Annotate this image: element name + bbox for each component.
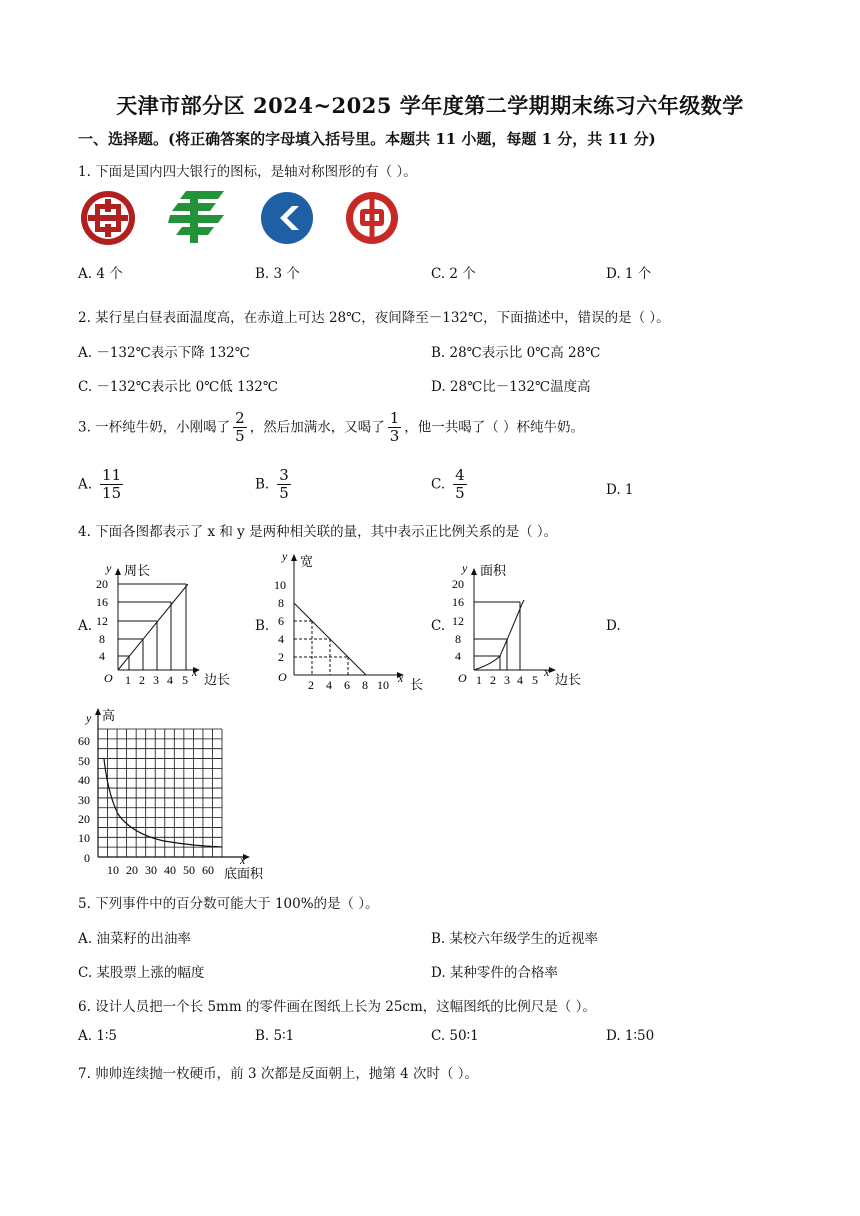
q1-option-a: A. 4 个: [78, 266, 123, 282]
graph-b-ytick: 8: [278, 596, 284, 610]
graph-d-ytick: 50: [78, 754, 90, 768]
graph-c-ytick: 20: [452, 577, 464, 591]
graph-a-xtick: 1: [125, 673, 131, 687]
graph-b-y-var: y: [282, 549, 288, 563]
graph-a-xtick: 3: [153, 673, 159, 687]
q1-option-c: C. 2 个: [431, 266, 476, 282]
graph-d-y-var: y: [86, 711, 92, 725]
graph-b-xtick: 6: [344, 678, 350, 690]
q5-option-d: D. 某种零件的合格率: [431, 965, 558, 981]
bank-of-china-logo: [344, 190, 400, 246]
postal-bank-logo: [168, 189, 226, 245]
graph-b-xtick: 4: [326, 678, 332, 690]
graph-c-y-var: y: [462, 561, 468, 575]
question-1-stem: 1. 下面是国内四大银行的图标，是轴对称图形的有（ ）。: [78, 164, 417, 180]
graph-a-xlabel: 边长: [204, 672, 231, 687]
graph-d-xtick: 20: [126, 863, 138, 877]
graph-b-xtick: 10: [377, 678, 389, 690]
graph-a-xtick: 2: [139, 673, 145, 687]
q5-option-c: C. 某股票上涨的幅度: [78, 965, 205, 981]
graph-c-ytick: 8: [455, 632, 461, 646]
option-label: C.: [431, 476, 446, 493]
graph-a-ylabel: 周长: [124, 563, 151, 578]
graph-d-height: [74, 704, 280, 882]
graph-a-ytick: 16: [96, 595, 108, 609]
graph-a-ytick: 8: [99, 632, 105, 646]
graph-b-ytick: 10: [274, 578, 286, 592]
q6-option-c: C. 50∶1: [431, 1028, 479, 1044]
graph-b-ylabel: 宽: [300, 554, 314, 569]
q2-option-c: C. －132℃表示比 0℃低 132℃: [78, 379, 278, 395]
graph-d-xtick: 50: [183, 863, 195, 877]
option-label: A.: [78, 476, 93, 493]
q6-option-d: D. 1∶50: [606, 1028, 655, 1044]
graph-d-ytick: 60: [78, 734, 90, 748]
fraction-numerator: 3: [279, 466, 289, 484]
page-title: 天津市部分区 2024~2025 学年度第二学期期末练习六年级数学: [116, 93, 744, 118]
graph-d-xlabel: 底面积: [224, 866, 264, 881]
graph-d-ylabel: 高: [102, 708, 116, 723]
question-7-stem: 7. 帅帅连续抛一枚硬币，前 3 次都是反面朝上，抛第 4 次时（ ）。: [78, 1066, 479, 1082]
graph-c-origin: O: [458, 671, 467, 685]
q1-option-b: B. 3 个: [255, 266, 300, 282]
fraction-numerator: 1: [389, 409, 400, 427]
q4-option-c-label: C.: [431, 618, 446, 634]
fraction-numerator: 11: [102, 466, 122, 484]
q3-fraction-two-fifths: [233, 410, 247, 446]
graph-d-ytick: 30: [78, 793, 90, 807]
graph-a-ytick: 4: [99, 649, 105, 663]
graph-a-perimeter: [96, 560, 246, 690]
q2-option-b: B. 28℃表示比 0℃高 28℃: [431, 345, 601, 361]
q4-option-a-label: A.: [78, 618, 93, 634]
graph-c-xlabel: 边长: [555, 672, 582, 687]
graph-d-ytick: 0: [84, 851, 90, 865]
graph-c-ylabel: 面积: [480, 563, 507, 578]
q3-option-d: D. 1: [606, 482, 634, 498]
graph-d-xtick: 40: [164, 863, 176, 877]
graph-d-ytick: 10: [78, 831, 90, 845]
graph-c-area: [452, 560, 602, 690]
q3-text-part-1: 3. 一杯纯牛奶，小刚喝了: [78, 419, 231, 436]
option-fraction: [100, 467, 123, 503]
graph-c-xtick: 3: [504, 673, 510, 687]
q3-text-part-2: ，然后加满水，又喝了: [249, 419, 385, 436]
graph-a-y-var: y: [106, 561, 112, 575]
graph-b-xtick: 2: [308, 678, 314, 690]
graph-c-ytick: 16: [452, 595, 464, 609]
graph-c-xtick: 4: [517, 673, 523, 687]
graph-d-ytick: 20: [78, 812, 90, 826]
fraction-numerator: 4: [455, 466, 465, 484]
q4-option-d-label: D.: [606, 618, 621, 634]
q3-fraction-one-third: [388, 410, 402, 446]
graph-c-ytick: 12: [452, 614, 464, 628]
q6-option-a: A. 1∶5: [78, 1028, 118, 1044]
graph-b-ytick: 4: [278, 632, 284, 646]
question-3-stem: [78, 410, 584, 446]
graph-a-x-var: x: [192, 665, 198, 679]
q5-option-a: A. 油菜籽的出油率: [78, 931, 191, 947]
graph-d-xtick: 10: [107, 863, 119, 877]
graph-b-ytick: 2: [278, 650, 284, 664]
question-5-stem: 5. 下列事件中的百分数可能大于 100%的是（ ）。: [78, 896, 379, 912]
fraction-denominator: 5: [455, 484, 465, 503]
construction-bank-logo: [259, 190, 315, 246]
graph-a-origin: O: [104, 671, 113, 685]
fraction-denominator: 15: [102, 484, 122, 503]
graph-c-xtick: 5: [532, 673, 538, 687]
graph-b-xlabel: 长: [410, 677, 424, 690]
option-fraction: [277, 467, 291, 503]
q3-option-a: [78, 467, 126, 503]
q6-option-b: B. 5∶1: [255, 1028, 295, 1044]
q3-option-b: [255, 467, 294, 503]
option-label: B.: [255, 476, 270, 493]
section-heading: 一、选择题。(将正确答案的字母填入括号里。本题共 11 小题，每题 1 分，共 11 分): [78, 130, 656, 148]
graph-a-xtick: 5: [182, 673, 188, 687]
q3-text-part-3: ，他一共喝了（ ）杯纯牛奶。: [404, 419, 585, 436]
q4-option-b-label: B.: [255, 618, 270, 634]
question-4-stem: 4. 下面各图都表示了 x 和 y 是两种相关联的量，其中表示正比例关系的是（ ）。: [78, 524, 558, 540]
fraction-denominator: 5: [279, 484, 289, 503]
graph-d-xtick: 30: [145, 863, 157, 877]
option-fraction: [453, 467, 467, 503]
graph-a-xtick: 4: [167, 673, 173, 687]
q2-option-a: A. －132℃表示下降 132℃: [78, 345, 250, 361]
q5-option-b: B. 某校六年级学生的近视率: [431, 931, 599, 947]
q2-option-d: D. 28℃比－132℃温度高: [431, 379, 591, 395]
q1-option-d: D. 1 个: [606, 266, 652, 282]
graph-d-x-var: x: [240, 853, 246, 867]
graph-c-ytick: 4: [455, 649, 461, 663]
graph-b-ytick: 6: [278, 614, 284, 628]
graph-b-origin: O: [278, 670, 287, 684]
graph-d-xtick: 60: [202, 863, 214, 877]
graph-d-ytick: 40: [78, 773, 90, 787]
graph-c-xtick: 1: [476, 673, 482, 687]
fraction-denominator: 3: [389, 427, 400, 446]
graph-c-xtick: 2: [490, 673, 496, 687]
fraction-numerator: 2: [235, 409, 245, 427]
graph-a-ytick: 20: [96, 577, 108, 591]
question-2-stem: 2. 某行星白昼表面温度高，在赤道上可达 28℃，夜间降至－132℃，下面描述中，错误的是（ ）。: [78, 310, 670, 326]
graph-b-x-var: x: [398, 671, 404, 685]
industrial-bank-logo: [78, 189, 138, 247]
q3-option-c: [431, 467, 470, 503]
graph-a-ytick: 12: [96, 614, 108, 628]
graph-b-xtick: 8: [362, 678, 368, 690]
fraction-denominator: 5: [235, 427, 245, 446]
question-6-stem: 6. 设计人员把一个长 5mm 的零件画在图纸上长为 25cm，这幅图纸的比例尺是（ ）。: [78, 999, 596, 1015]
graph-c-x-var: x: [544, 665, 550, 679]
graph-b-width: [272, 548, 432, 690]
